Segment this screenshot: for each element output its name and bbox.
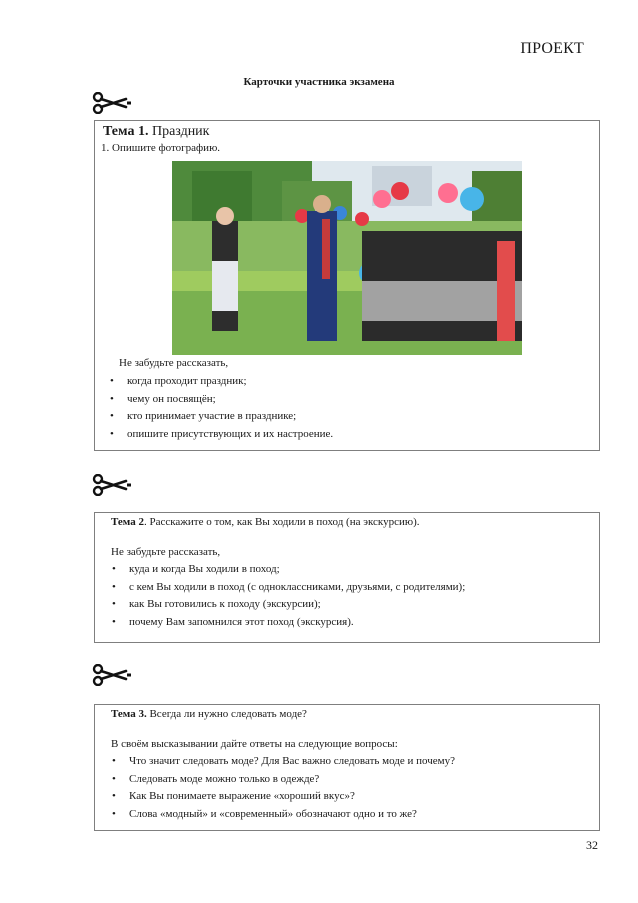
topic-2-bullets xyxy=(109,561,465,631)
topic-card-2 xyxy=(94,512,600,643)
scissors-icon xyxy=(92,92,132,114)
topic-1-bullets xyxy=(107,373,333,443)
list-item: • кто принимает участие в празднике; xyxy=(110,410,297,422)
topic-3-bullets xyxy=(109,753,455,823)
list-item: • как Вы готовились к походу (экскурсии); xyxy=(112,598,321,610)
list-item: • почему Вам запомнился этот поход (экскурсия). xyxy=(112,615,354,628)
scissors-icon xyxy=(92,664,132,686)
project-label: ПРОЕКТ xyxy=(520,40,584,57)
topic-2-title: Тема 2. Расскажите о том, как Вы ходили в поход (на экскурсию). xyxy=(111,516,420,528)
graduation-celebration-photo xyxy=(172,161,522,355)
scissors-icon xyxy=(92,474,132,496)
topic-card-3 xyxy=(94,704,600,831)
topic-card-1 xyxy=(94,120,600,451)
list-item: • Что значит следовать моде? Для Вас важно следовать моде и почему? xyxy=(112,755,456,767)
topic-2-reminder: Не забудьте рассказать, xyxy=(111,546,221,558)
list-item: • опишите присутствующих и их настроение. xyxy=(110,427,334,440)
document-title: Карточки участника экзамена xyxy=(243,76,395,88)
topic-1-reminder: Не забудьте рассказать, xyxy=(119,357,229,369)
page-number: 32 xyxy=(586,838,598,852)
topic-3-title: Тема 3. Всегда ли нужно следовать моде? xyxy=(111,708,307,720)
list-item: • чему он посвящён; xyxy=(110,392,216,405)
list-item: • Следовать моде можно только в одежде? xyxy=(112,772,320,785)
list-item: • с кем Вы ходили в поход (с одноклассниками, друзьями, с родителями); xyxy=(112,580,466,593)
list-item: • куда и когда Вы ходили в поход; xyxy=(112,563,280,575)
list-item: • Как Вы понимаете выражение «хороший вкус»? xyxy=(112,790,355,802)
topic-3-intro: В своём высказывании дайте ответы на следующие вопросы: xyxy=(111,738,398,750)
list-item: • когда проходит праздник; xyxy=(110,375,247,387)
topic-1-title: Тема 1. Праздник xyxy=(103,124,210,139)
list-item: • Слова «модный» и «современный» обозначают одно и то же? xyxy=(112,807,417,820)
topic-1-task: 1. Опишите фотографию. xyxy=(101,142,221,154)
